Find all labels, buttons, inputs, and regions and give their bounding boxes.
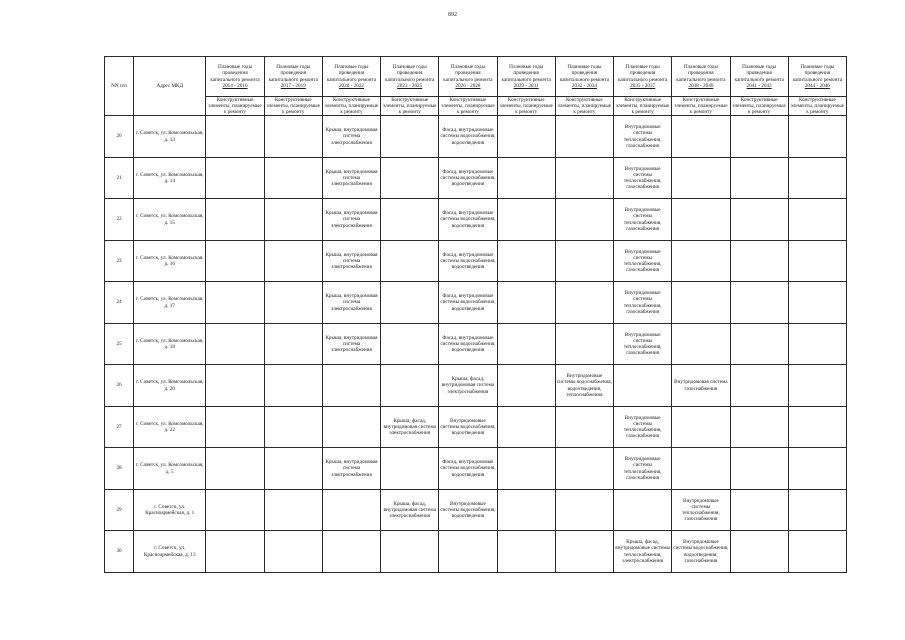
repair-cell: Крыша, внутридомовая система электроснабжения [322, 448, 380, 490]
table-row [105, 323, 847, 365]
row-number: 27 [105, 406, 134, 448]
repair-cell [555, 157, 613, 199]
repair-cell [788, 240, 846, 282]
repair-cell [381, 282, 439, 324]
repair-cell [497, 157, 555, 199]
repair-cell: Крыша, фасад, внутридомовая система электроснабжения [381, 406, 439, 448]
repair-cell [672, 157, 730, 199]
period-years: 2026 - 2028 [455, 82, 481, 89]
repair-cell: Внутридомовые системы водоснабжения, водоотведения, теплоснабжения [555, 365, 613, 407]
table-row [105, 282, 847, 324]
repair-cell [206, 489, 264, 531]
row-number: 28 [105, 448, 134, 490]
repair-cell [788, 282, 846, 324]
period-years: 2029 - 2031 [513, 82, 539, 89]
repair-cell [730, 240, 788, 282]
repair-cell [322, 406, 380, 448]
repair-cell: Крыша, внутридомовая система электроснабжения [322, 282, 380, 324]
repair-cell [730, 489, 788, 531]
period-years: 2032 - 2034 [571, 82, 597, 89]
repair-cell [555, 489, 613, 531]
period-title: Плановые годы проведения капитального ремонта [210, 64, 260, 83]
row-address: г. Советск, ул. Комсомольская, д. 13 [134, 116, 206, 158]
period-title: Плановые годы проведения капитального ремонта [326, 64, 377, 83]
repair-cell [788, 448, 846, 490]
elements-header: Конструктивные элементы, планируемые к ремонту [264, 97, 322, 116]
period-header [264, 57, 322, 97]
repair-cell [206, 531, 264, 573]
period-header [555, 57, 613, 97]
period-years: 2038 - 2040 [688, 82, 714, 89]
row-address: г. Советск, ул. Комсомольская, д. 16 [134, 240, 206, 282]
repair-cell [730, 531, 788, 573]
repair-cell [381, 199, 439, 241]
elements-header: Конструктивные элементы, планируемые к ремонту [672, 97, 730, 116]
period-title: Плановые годы проведения капитального ремонта [617, 64, 668, 83]
period-title: Плановые годы проведения капитального ремонта [385, 64, 435, 83]
repair-cell [497, 240, 555, 282]
repair-cell: Внутридомовые системы водоснабжения, водоотведения, газоснабжения [672, 531, 730, 573]
period-years: 2041 - 2043 [746, 82, 772, 89]
repair-cell [497, 448, 555, 490]
repair-cell: Крыша, фасад, внутридомовая система электроснабжения [439, 365, 497, 407]
row-number: 24 [105, 282, 134, 324]
repair-cell: Фасад, внутридомовые системы водоснабжения, водоотведения [439, 448, 497, 490]
repair-cell [264, 448, 322, 490]
row-address: г. Советск, ул. Комсомольская, д. 17 [134, 282, 206, 324]
repair-cell [730, 157, 788, 199]
repair-cell [555, 116, 613, 158]
repair-cell: Фасад, внутридомовые системы водоснабжения, водоотведения [439, 116, 497, 158]
repair-cell [672, 323, 730, 365]
repair-cell [264, 406, 322, 448]
repair-cell: Крыша, внутридомовая система электроснабжения [322, 157, 380, 199]
elements-header: Конструктивные элементы, планируемые к ремонту [555, 97, 613, 116]
elements-header: Конструктивные элементы, планируемые к ремонту [322, 97, 380, 116]
period-years: 2023 - 2025 [397, 82, 423, 89]
repair-cell: Фасад, внутридомовые системы водоснабжения, водоотведения [439, 157, 497, 199]
table-row [105, 489, 847, 531]
repair-cell: Внутридомовые системы теплоснабжения, газоснабжения [614, 406, 672, 448]
period-years: 2035 - 2037 [630, 82, 656, 89]
repair-cell: Крыша, внутридомовая система электроснабжения [322, 116, 380, 158]
repair-cell: Фасад, внутридомовые системы водоснабжения, водоотведения [439, 199, 497, 241]
row-address: г. Советск, ул. Красноармейская, д. 13 [134, 531, 206, 573]
repair-cell [672, 448, 730, 490]
repair-cell [730, 365, 788, 407]
table-row [105, 116, 847, 158]
repair-cell [497, 199, 555, 241]
elements-header: Конструктивные элементы, планируемые к ремонту [788, 97, 846, 116]
row-number: 20 [105, 116, 134, 158]
repair-cell [381, 448, 439, 490]
repair-cell [381, 240, 439, 282]
repair-cell [730, 448, 788, 490]
row-number: 30 [105, 531, 134, 573]
repair-cell [497, 116, 555, 158]
elements-header: Конструктивные элементы, планируемые к ремонту [439, 97, 497, 116]
repair-cell [439, 531, 497, 573]
repair-cell [672, 199, 730, 241]
row-number: 26 [105, 365, 134, 407]
repair-cell [730, 282, 788, 324]
period-header [497, 57, 555, 97]
period-title: Плановые годы проведения капитального ремонта [676, 64, 726, 83]
row-address: г. Советск, ул. Комсомольская, д. 15 [134, 199, 206, 241]
repair-cell [672, 116, 730, 158]
repair-cell [206, 323, 264, 365]
repair-cell: Внутридомовые системы водоснабжения, водоотведения [439, 489, 497, 531]
repair-cell [730, 116, 788, 158]
repair-cell [788, 199, 846, 241]
period-title: Плановые годы проведения капитального ремонта [501, 64, 551, 83]
repair-cell: Внутридомовые системы водоснабжения, водоотведения [439, 406, 497, 448]
repair-cell [381, 116, 439, 158]
row-address: г. Советск, ул. Комсомольская, д. 20 [134, 365, 206, 407]
repair-cell [322, 531, 380, 573]
period-title: Плановые годы проведения капитального ремонта [734, 64, 784, 83]
page-number: 892 [448, 12, 457, 18]
repair-cell [264, 282, 322, 324]
repair-cell [672, 406, 730, 448]
elements-header: Конструктивные элементы, планируемые к ремонту [206, 97, 264, 116]
table-row [105, 365, 847, 407]
row-number: 22 [105, 199, 134, 241]
repair-cell [555, 282, 613, 324]
period-title: Плановые годы проведения капитального ремонта [559, 64, 610, 83]
repair-cell [497, 282, 555, 324]
repair-cell [381, 323, 439, 365]
period-header [614, 57, 672, 97]
repair-cell: Крыша, внутридомовая система электроснабжения [322, 323, 380, 365]
repair-cell [381, 365, 439, 407]
row-number: 25 [105, 323, 134, 365]
repair-cell [730, 323, 788, 365]
repair-cell [788, 323, 846, 365]
repair-cell [381, 157, 439, 199]
elements-header: Конструктивные элементы, планируемые к ремонту [381, 97, 439, 116]
repair-cell: Внутридомовые системы теплоснабжения, газоснабжения [672, 489, 730, 531]
repair-cell [555, 240, 613, 282]
repair-cell [206, 365, 264, 407]
repair-cell [672, 240, 730, 282]
repair-cell: Фасад, внутридомовые системы водоснабжения, водоотведения [439, 323, 497, 365]
repair-cell [788, 489, 846, 531]
row-address: г. Советск, ул. Комсомольская, д. 5 [134, 448, 206, 490]
repair-cell [206, 116, 264, 158]
period-header [439, 57, 497, 97]
row-number: 21 [105, 157, 134, 199]
period-years: 2044 - 2046 [804, 82, 830, 89]
repair-cell [206, 282, 264, 324]
table-row [105, 240, 847, 282]
repair-cell: Внутридомовые системы теплоснабжения, газоснабжения [614, 282, 672, 324]
table-row [105, 406, 847, 448]
repair-cell: Фасад, внутридомовые системы водоснабжения, водоотведения [439, 240, 497, 282]
repair-cell [381, 531, 439, 573]
repair-cell [555, 199, 613, 241]
repair-cell: Внутридомовые системы теплоснабжения, газоснабжения [614, 448, 672, 490]
repair-cell [264, 240, 322, 282]
repair-cell [206, 157, 264, 199]
repair-cell: Крыша, внутридомовая система электроснабжения [322, 199, 380, 241]
repair-cell [788, 157, 846, 199]
repair-cell [497, 323, 555, 365]
col-address-header: Адрес МКД [134, 57, 206, 116]
period-title: Плановые годы проведения капитального ремонта [268, 64, 318, 83]
period-title: Плановые годы проведения капитального ремонта [792, 64, 843, 83]
table-row [105, 199, 847, 241]
repair-cell [206, 406, 264, 448]
col-number-header: NN п/п [105, 57, 134, 116]
row-address: г. Советск, ул. Красноармейская, д. 1 [134, 489, 206, 531]
repair-cell [614, 365, 672, 407]
repair-cell [788, 406, 846, 448]
repair-cell [264, 157, 322, 199]
repair-cell: Внутридомовые системы теплоснабжения, газоснабжения [614, 240, 672, 282]
repair-cell [672, 282, 730, 324]
repair-cell [555, 448, 613, 490]
repair-cell: Внутридомовые системы теплоснабжения, газоснабжения [614, 157, 672, 199]
repair-cell [497, 489, 555, 531]
repair-cell: Крыша, внутридомовая система электроснабжения [322, 240, 380, 282]
table-row [105, 157, 847, 199]
repair-cell [264, 199, 322, 241]
repair-cell: Крыша, фасад, внутридомовая система электроснабжения [381, 489, 439, 531]
repair-cell [264, 323, 322, 365]
repair-cell [322, 365, 380, 407]
repair-cell [614, 489, 672, 531]
repair-cell [788, 116, 846, 158]
repair-cell [788, 365, 846, 407]
repair-cell: Внутридомовая система газоснабжения [672, 365, 730, 407]
repair-cell [322, 489, 380, 531]
period-years: 2017 - 2019 [280, 82, 306, 89]
repair-cell [730, 406, 788, 448]
elements-header: Конструктивные элементы, планируемые к ремонту [497, 97, 555, 116]
repair-cell: Внутридомовые системы теплоснабжения, газоснабжения [614, 199, 672, 241]
repair-cell [264, 531, 322, 573]
repair-cell [497, 531, 555, 573]
repair-cell [555, 406, 613, 448]
repair-cell [497, 406, 555, 448]
row-number: 23 [105, 240, 134, 282]
repair-cell [264, 489, 322, 531]
repair-cell: Фасад, внутридомовые системы водоснабжения, водоотведения [439, 282, 497, 324]
period-title: Плановые годы проведения капитального ремонта [443, 64, 493, 83]
period-header [730, 57, 788, 97]
row-number: 29 [105, 489, 134, 531]
row-address: г. Советск, ул. Комсомольская, д. 14 [134, 157, 206, 199]
repair-cell [206, 240, 264, 282]
table-row [105, 531, 847, 573]
capital-repair-table [104, 56, 847, 573]
elements-header: Конструктивные элементы, планируемые к ремонту [614, 97, 672, 116]
period-years: 2020 - 2022 [338, 82, 365, 89]
period-header [206, 57, 264, 97]
repair-cell [730, 199, 788, 241]
repair-cell [264, 116, 322, 158]
row-address: г. Советск, ул. Комсомольская, д. 22 [134, 406, 206, 448]
repair-cell [788, 531, 846, 573]
repair-cell [206, 448, 264, 490]
repair-cell [555, 323, 613, 365]
period-header [672, 57, 730, 97]
period-header [788, 57, 846, 97]
period-years: 2014 - 2016 [222, 82, 248, 89]
elements-header: Конструктивные элементы, планируемые к ремонту [730, 97, 788, 116]
repair-cell [206, 199, 264, 241]
repair-cell [264, 365, 322, 407]
repair-cell: Внутридомовые системы теплоснабжения, газоснабжения [614, 116, 672, 158]
row-address: г. Советск, ул. Комсомольская, д. 18 [134, 323, 206, 365]
period-header [381, 57, 439, 97]
repair-cell: Внутридомовые системы теплоснабжения, газоснабжения [614, 323, 672, 365]
repair-cell [497, 365, 555, 407]
table-row [105, 448, 847, 490]
repair-cell: Крыша, фасад, внутридомовые системы теплоснабжения, электроснабжения [614, 531, 672, 573]
period-header [322, 57, 380, 97]
repair-cell [555, 531, 613, 573]
